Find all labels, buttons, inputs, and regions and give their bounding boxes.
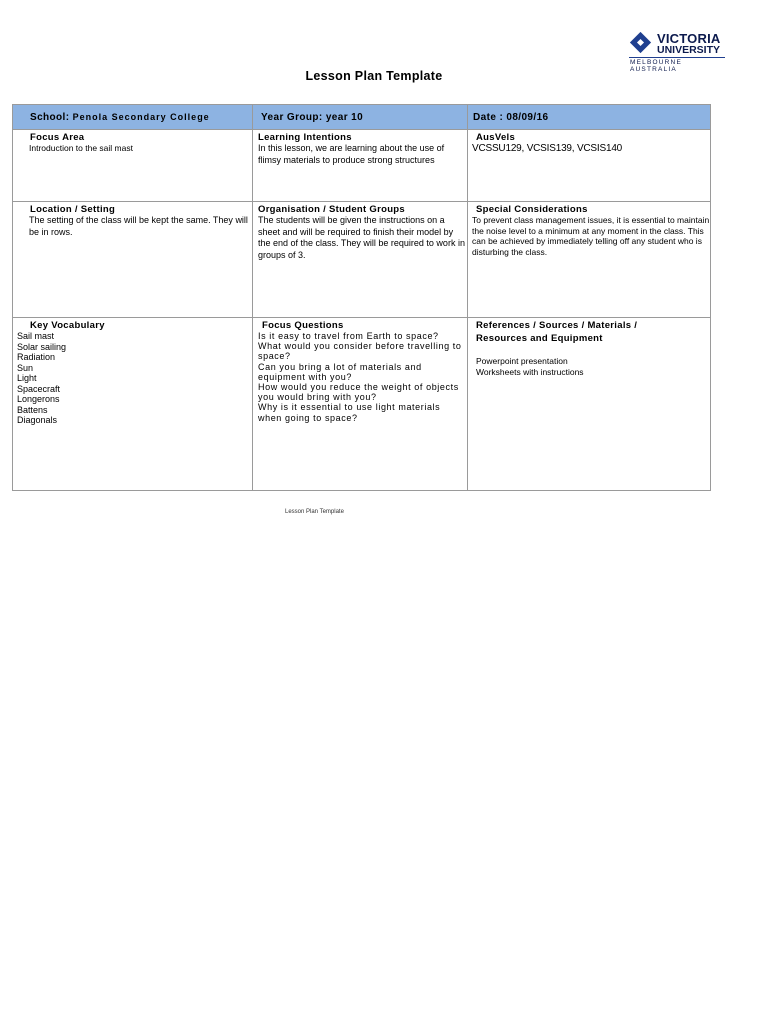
list-item: Sail mast [17, 331, 55, 341]
lesson-plan-table [12, 104, 711, 491]
references-label-line-2: Resources and Equipment [476, 333, 603, 344]
table-row [13, 202, 711, 318]
logo-line-1: VICTORIA [657, 31, 721, 46]
list-item: Sun [17, 362, 34, 373]
school-value: Penola Secondary College [72, 111, 210, 122]
logo-line-3: MELBOURNE AUSTRALIA [630, 59, 682, 73]
references-list [472, 356, 710, 377]
school-header-cell [13, 105, 253, 130]
school-label: School: [30, 111, 70, 123]
year-group-header-cell [253, 105, 468, 130]
list-item: Why is it essential to use light materials when going to space? [258, 402, 441, 423]
key-vocabulary-list [17, 331, 252, 426]
focus-questions-cell [253, 318, 468, 491]
ausvels-text: VCSSU129, VCSIS139, VCSIS140 [472, 143, 623, 154]
learning-intentions-cell [253, 130, 468, 202]
list-item: Is it easy to travel from Earth to space? [258, 331, 439, 341]
logo-line-2: UNIVERSITY [657, 44, 721, 56]
diamond-logo-icon [630, 32, 651, 53]
header-row [13, 105, 711, 130]
focus-area-label: Focus Area [30, 132, 85, 143]
learning-intentions-label: Learning Intentions [258, 132, 352, 143]
list-item: Solar sailing [17, 341, 67, 352]
special-considerations-cell [468, 202, 711, 318]
victoria-university-logo [629, 31, 729, 73]
focus-questions-label: Focus Questions [262, 320, 344, 331]
focus-questions-list [258, 331, 467, 423]
references-cell [468, 318, 711, 491]
table-row [13, 130, 711, 202]
date: Date : 08/09/16 [473, 111, 549, 123]
organisation-text: The students will be given the instructions on a sheet and will be required to finish their model by the end of the class. They will be required to work in groups of 3. [258, 215, 465, 260]
list-item: Diagonals [17, 415, 58, 425]
list-item: Battens [17, 404, 48, 415]
list-item: Powerpoint presentation [476, 356, 568, 366]
special-considerations-text: To prevent class management issues, it is essential to maintain the noise level to a minimum at any moment in the class. This can be achieved by immediately telling off any student who is disturbing the class. [472, 215, 710, 257]
date-header-cell [468, 105, 711, 130]
list-item: Spacecraft [17, 383, 61, 394]
list-item: Worksheets with instructions [476, 366, 584, 377]
special-considerations-label: Special Considerations [476, 204, 588, 215]
key-vocabulary-cell [13, 318, 253, 491]
focus-area-text: Introduction to the sail mast [29, 143, 133, 153]
list-item: Radiation [17, 352, 56, 362]
key-vocabulary-label: Key Vocabulary [30, 320, 105, 331]
logo-divider [629, 57, 725, 58]
list-item: Light [17, 373, 37, 383]
ausvels-cell [468, 130, 711, 202]
page-title: Lesson Plan Template [305, 69, 443, 83]
list-item: How would you reduce the weight of objects you would bring with you? [258, 382, 459, 403]
location-setting-cell [13, 202, 253, 318]
list-item: Longerons [17, 394, 60, 404]
page-footer: Lesson Plan Template [285, 509, 344, 515]
learning-intentions-text: In this lesson, we are learning about the use of flimsy materials to produce strong structures [258, 143, 445, 165]
organisation-cell [253, 202, 468, 318]
organisation-label: Organisation / Student Groups [258, 204, 405, 215]
table-row [13, 318, 711, 491]
list-item: What would you consider before travelling to space? [258, 341, 462, 362]
location-setting-text: The setting of the class will be kept the same. They will be in rows. [29, 215, 248, 237]
ausvels-label: AusVels [476, 132, 516, 143]
year-group: Year Group: year 10 [261, 111, 364, 123]
list-item: Can you bring a lot of materials and equipment with you? [258, 361, 422, 382]
references-label-line-1: References / Sources / Materials / [476, 320, 638, 331]
focus-area-cell [13, 130, 253, 202]
location-setting-label: Location / Setting [30, 204, 116, 215]
